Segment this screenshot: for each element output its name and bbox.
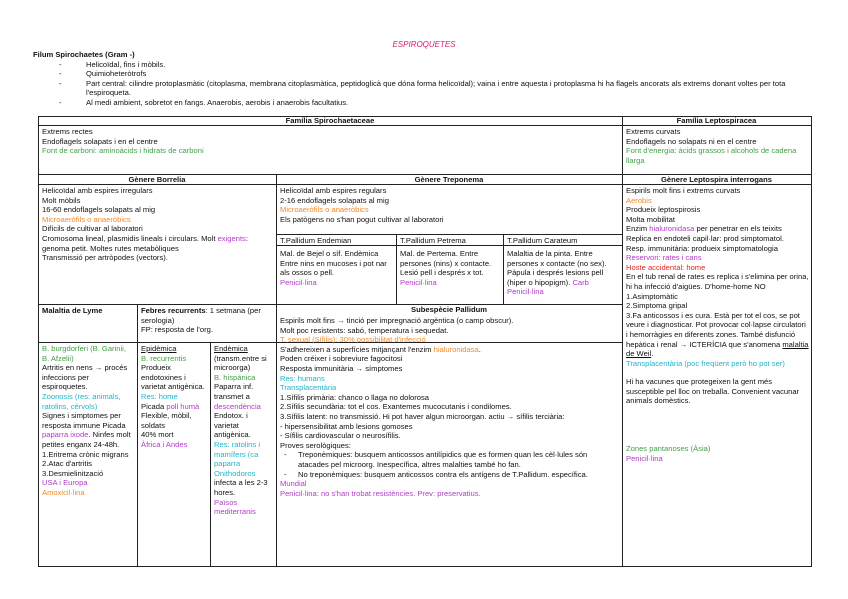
text-line: Endotox. i varietat antigènica. — [214, 411, 251, 440]
text-span: : 1 setmana (per serologia) — [141, 306, 261, 325]
text-span: Signes i simptomes per resposta immune Picada — [42, 411, 126, 430]
text-span: Treponèmiques: busquem anticossos antilípidics que es formen quan les cèl·lules són atacades pel microorg. Inespecífica, altres malalties també ho fan. — [298, 450, 588, 469]
filum-heading: Filum Spirochaetes (Gram -) — [33, 50, 135, 59]
text-span: hialuronidasa — [433, 344, 479, 354]
text-span: Mal. de Pertema. Entre persones (nins) x contacte. Lesió pell i després x tot. — [400, 249, 492, 278]
filum-section — [33, 50, 813, 108]
text-line: 3.Sífilis latent: no transmissió. Hi pot haver algun microorgan. actiu → sífilis terciària: — [280, 411, 565, 421]
subspecies-petrema-body — [400, 249, 501, 287]
host-note: Hoste accidental: home — [626, 262, 706, 272]
text-line: 1.Eritrema crònic migrans — [42, 449, 129, 459]
geo-note: Àfrica i Andes — [141, 439, 188, 449]
filum-list — [33, 60, 813, 108]
zoonosis-note: Zoonosis (res: animals, ratolins, cérvols) — [42, 391, 121, 411]
subspecies-carateum — [507, 236, 619, 246]
text-line: Difícils de cultivar al laboratori — [42, 224, 143, 234]
list-item: - Part central: cilindre protoplasmàtic (citoplasma, membrana citoplasmàtica, peptidoglicà que dóna forma helicoïdal); vaina i entre aquesta i protoplasma hi ha flagels ancorats als extrems donant voltes per tota l'espiroqueta. — [33, 79, 813, 98]
text-line: 1.Sífilis primària: chanco o llaga no dolorosa — [280, 392, 430, 402]
text-span: Febres recurrents — [141, 306, 206, 315]
pallidum-cell — [280, 316, 620, 498]
text-line: Paparra inf. transmet a — [214, 382, 254, 401]
text-line: Produeix leptospirosis — [626, 205, 701, 215]
epidemica-header: Epidèmica — [141, 344, 177, 353]
transplacental-note: Transplacentària (poc freqüent però ho pot ser) — [626, 358, 785, 368]
geo-note: Països mediterranis — [214, 497, 256, 517]
text-span: Enzim — [626, 224, 650, 234]
text-line: Espirils molt fins → tinció per impregnació argèntica (o camp obscur). — [280, 316, 514, 325]
lyme-cell — [42, 344, 135, 498]
text-line: Molt poc resistents: sabó, temperatura i sequedat. — [280, 325, 449, 335]
zones-note: Zones pantanoses (Àsia) — [626, 444, 711, 454]
text-span: hialuronidasa — [649, 224, 695, 234]
oxygen-note: Microaeròfils o anaeròbics — [42, 214, 131, 224]
treatment: Penicil·lina — [400, 277, 437, 287]
text-line: 2.Sífilis secundària: tot el cos. Exantemes mucocutanis i condilomes. — [280, 402, 512, 412]
list-item: - Al medi ambient, sobretot en fangs. Anaerobis, aerobis i anaerobis facultatius. — [33, 98, 813, 108]
text-line: 2.Atac d'artritis — [42, 459, 92, 469]
aerobis-note: Aerobis — [626, 195, 652, 205]
pallidum-header: Subespècie Pallidum — [411, 305, 487, 314]
text-span: S'adhereixen a superfícies mitjançant l'enzim — [280, 344, 434, 354]
agent-note: B. hispànica — [214, 372, 256, 382]
text-line: Replica en endoteli capil·lar: prod simptomatol. — [626, 233, 784, 243]
text-line: Flexible, mòbil, soldats — [141, 411, 192, 430]
reservoir-note: Res: home — [141, 391, 178, 401]
treponema-cell — [280, 186, 620, 224]
leptospiracea-header: Família Leptospiracea — [676, 116, 757, 125]
prova-item: - No treponèmiques: busquem anticossos contra els antígens de T.Pallidum. específica. — [284, 469, 588, 479]
enzyme-note — [626, 224, 809, 234]
text-line: Poden créixer i sobreviure fagocitosi — [280, 354, 403, 364]
subspecies-header: T.Pallidum Endemian — [280, 236, 352, 245]
oxygen-note: Microaeròfils o anaeròbics — [280, 205, 369, 215]
text-span: malaltia de Weil — [626, 339, 809, 359]
endemica-cell — [214, 344, 274, 517]
bite-note — [141, 402, 208, 412]
text-line: Resposta immunitària → símptomes — [280, 363, 403, 373]
text-span: 3.Fa anticossos i es cura. Està per tot el cos, se pot veure i diagnosticar. Pot provocar col·lapse circulatori i hemorràgies en diferents zones. També disfunció hepàtica i renal → ICTERÍCIA que s'anomena — [626, 310, 806, 349]
transplacental-note: Transplacentària — [280, 383, 337, 393]
reservoir-note: Res: ratolins i mamífers (ca paparra Onithodoros — [214, 439, 261, 478]
endemica-header: Endèmica — [214, 344, 248, 353]
text-line: Endoflagels no solapats ni en el centre — [626, 136, 757, 146]
subspecies-header: T.Pallidum Carateum — [507, 236, 578, 245]
reservoir-note: Reservori: rates i cans — [626, 253, 702, 263]
prova-item: - Treponèmiques: busquem anticossos antilípidics que es formen quan les cèl·lules són atacades pel microorg. Inespecífica, altres malalties també ho fan. — [284, 450, 588, 469]
text-line: - Sífilis cardiovascular o neurosífilis. — [280, 431, 401, 441]
febres-header — [141, 306, 274, 335]
chromosome-note — [42, 234, 274, 253]
borrelia-cell — [42, 186, 274, 263]
text-line: Els patògens no s'han pogut cultivar al laboratori — [280, 214, 444, 224]
sexual-note: T. sexual (Sífilis): 30% possibilitat d'infecció — [280, 335, 426, 345]
subspecies-endemian-body — [280, 249, 394, 287]
borrelia-header: Gènere Borrelia — [128, 175, 186, 184]
text-line: 16-60 endoflagels solapats al mig — [42, 205, 156, 215]
text-span: exigents — [217, 233, 246, 243]
text-line: Molt mòbils — [42, 195, 81, 205]
text-span: poll humà — [166, 401, 200, 411]
treatment: Penicil·lina — [280, 277, 317, 287]
carbon-source: Font de carboni: aminoàcids i hidrats de carboni — [42, 146, 204, 156]
subspecies-carateum-body — [507, 249, 620, 297]
text-line: FP: resposta de l'org. — [141, 325, 213, 335]
text-line: Helicoïdal amb espires irregulars — [42, 186, 153, 195]
text-line: Proves serològiques: — [280, 440, 351, 450]
list-item: - Helicoïdal, fins i mòbils. — [33, 60, 813, 70]
text-line: Molta mobilitat — [626, 214, 675, 224]
text-line: Helicoïdal amb espires regulars — [280, 186, 387, 195]
text-line: 1.Asimptomàtic — [626, 291, 678, 301]
text-line: Extrems curvats — [626, 127, 681, 136]
text-line: Transmissió per artròpodes (vectors). — [42, 253, 168, 263]
spirochaetaceae-header: Família Spirochaetaceae — [285, 116, 375, 125]
lyme-header: Malaltia de Lyme — [42, 306, 103, 315]
leptospira-header: Gènere Leptospira interrogans — [661, 175, 772, 184]
text-span: per penetrar en els teixits — [694, 224, 782, 234]
text-line: Mal. de Bejel o síf. Endèmica Entre nins en mucoses i pot nar als ossos o pell. — [280, 249, 387, 278]
spirochaetaceae-cell — [42, 127, 617, 156]
descendants-note: descendència — [214, 401, 261, 411]
subspecies-endemian — [280, 236, 394, 246]
epidemica-cell — [141, 344, 208, 450]
text-line: Produeix endotoxines i varietat antigènica. — [141, 363, 205, 392]
text-span: : genoma petit. Moltes rutes metabòliques — [42, 233, 248, 253]
reservoir-note: Res: humans — [280, 373, 325, 383]
treatment: Penicil·lina — [626, 453, 663, 463]
text-line: Resp. immunitària: produeix simptomatologia — [626, 243, 778, 253]
text-line: - hipersensibilitat amb lesions gomoses — [280, 421, 413, 431]
page-title: ESPIROQUETES — [392, 40, 456, 49]
text-span: Picada — [141, 401, 167, 411]
leptospiracea-cell — [626, 127, 809, 165]
energy-source: Font d'energia: àcids grassos i alcohols de cadena llarga — [626, 146, 797, 165]
text-line: Espirils molt fins i extrems curvats — [626, 186, 741, 195]
text-span: . — [478, 344, 481, 354]
lyme-species: B. burgdorferi (B. Garinii, B. Afzelii) — [42, 344, 126, 363]
text-line: 3.Desmielinització — [42, 468, 104, 478]
geo-note: USA i Europa — [42, 478, 88, 488]
text-line: Artritis en nens → procés infeccions per espiroquetes. — [42, 363, 128, 392]
treponema-header: Gènere Treponema — [414, 175, 484, 184]
text-line: En el tub renal de rates es replica i s'elimina per orina, hi ha infecció d'aigües. D'home-home NO — [626, 272, 809, 291]
geo-note: Mundial — [280, 479, 307, 489]
text-span: paparra ixode — [42, 430, 89, 440]
text-line: 2.Simptoma gripal — [626, 301, 688, 311]
leptospira-cell — [626, 186, 809, 463]
list-item: - Quimioheteròtrofs — [33, 69, 813, 79]
treatment: Carb Penicil·lina — [507, 277, 589, 297]
text-span: . Ninfes molt petites enganx 24-48h. — [42, 430, 131, 449]
text-line: 40% mort — [141, 430, 174, 440]
text-line: Extrems rectes — [42, 127, 93, 136]
text-line: infecta a les 2-3 hores. — [214, 478, 268, 497]
treatment: Penicil·lina: no s'han trobat resistències. Prev: preservatius. — [280, 488, 481, 498]
text-line: (transm.entre si microorga) — [214, 353, 267, 373]
adhesion-note — [280, 345, 620, 355]
text-line: Endoflagels solapats i en el centre — [42, 136, 158, 146]
text-span: Cromosoma lineal, plasmidis lineals i circulars. Molt — [42, 233, 218, 243]
subspecies-petrema — [400, 236, 500, 246]
text-span: No treponèmiques: busquem anticossos contra els antígens de T.Pallidum. específica. — [298, 469, 588, 479]
text-line: 2-16 endoflagels solapats al mig — [280, 195, 389, 205]
text-span: Malaltia de la pinta. Entre persones x contacte (no sex). Pàpula i després lesions pell (hiper o hipopigm). — [507, 249, 607, 287]
vaccine-note: Hi ha vacunes que protegeixen la gent més susceptible pel lloc on treballa. Convenient vacunar animals domèstics. — [626, 377, 800, 406]
treatment: Amoxicil·lina — [42, 487, 85, 497]
agent-note: B. recurrentis — [141, 353, 187, 363]
weil-note: 3.Fa anticossos i es cura. Està per tot el cos, se pot veure i diagnosticar. Pot provocar col·lapse circulatori i hemorràgies en diferents zones. També disfunció hepàtica i renal → ICTERÍCIA que s'anomena malaltia de Weil. — [626, 310, 809, 359]
subspecies-header: T.Pallidum Petrema — [400, 236, 466, 245]
signs-note — [42, 411, 135, 449]
